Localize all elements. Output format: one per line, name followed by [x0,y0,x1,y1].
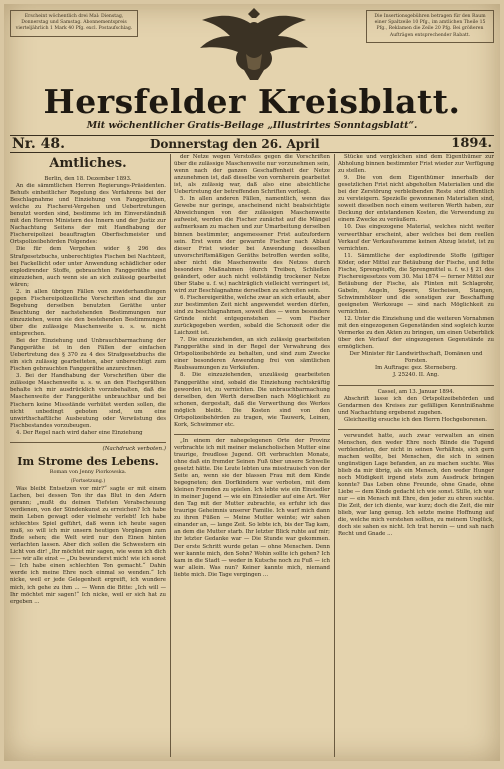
column-divider [170,154,171,757]
issue-year: 1894. [451,136,492,151]
column-1 [10,154,166,757]
story-text: verwundet hatte, auch zwar verwalten an einen Menschen, den weder Ehre noch Blinde die Tugend verblendeten, der nicht in seinen Verhältnis, sich gern machen wollte, bei Menschen, die sich in seinen ungünstigen Lage befanden, an zu machen suchte. Was blieb da mir übrig, als ein Mensch, den weder Hunger noch Müdigkeit irgend stets zum Ausdruck bringen konnte? Das Leben ohne Freunde, ohne Gnade, ohne Liebe — dem Kinde gedacht ich wie sonst. Stille, ich war nur — ein Mensch mit Ehre, den jeder zu ehren suchte. Die Zeit, der ich diente, war kurz; doch die Zeit, die mir blieb, war lang genug. Ich setzte meine Hoffnung auf die, welche mich verstehen sollten, zu meinem Unglück, doch sie sahen es nicht. Ich trat herein — und sah nach Recht und Gnade ... [338,432,494,538]
issue-number: Nr. 48. [12,136,65,152]
section-divider [338,385,494,386]
paragraph: Bei der Einziehung und Unbrauchbarmachung der Fanggeräthe ist in den Fällen der einfachen Uebertretung des § 370 zu 4 des Strafgesetzbuchs die ein sich zulässig gearbeiteten, aber unberechtigt zum Fischen gebrauchten Fanggeräthe anzurechnen. [10,338,166,373]
paragraph: 3. Bei der Handhabung der Vorschriften über die zulässige Maschenweite u. s. w. an den Fischgeräthen behalte ich mir ausdrücklich vorzubehalten, daß die Maschenweite der Fanggeräthe unbrauchbar und bei Fischern keine Missstände verhütet werden sollen, die nicht unbedingt geboten sind, um eine unwirthschaftliche Ausbeutung oder Verwüstung des Fischbestandes vorzubeugen. [10,373,166,429]
insertion-fees-box: Die Insertionsgebühren betragen für den Raum einer Spaltzeile 10 Pfg., im amtlichen Theile 15 Pfg., Reklamen die Zeile 20 Pfg. Bei größeren Aufträgen entsprechender Rabatt. [366,10,494,43]
paragraph: Abschrift lasse ich den Ortspolizeibehörden und Gendarmen des Kreises zur gefälligen Kenntnißnahme und Nachachtung ergebenst zugehen. [338,395,494,416]
newspaper-page [4,4,500,761]
reprint-note: (Nachdruck verboten.) [102,445,166,452]
paragraph: 12. Unter die Einziehung und die weiteren Vornahmen mit den eingezogenen Gegenständen sind sogleich kurze Vermerke zu den Akten zu bringen, um einen Ueberblick über den Verlauf der eingezogenen Gegenstände zu ermöglichen. [338,316,494,351]
paragraph: 4. Der Regel nach wird daher eine Einziehung [16,429,143,436]
signature-name: Im Auftrage: gez. Sterneberg. [374,365,458,372]
dateline: Berlin, den 18. Dezember 1893. [44,176,132,182]
paragraph: 8. Die einzuziehenden, unzulässig gearbeiteten Fanggeräthe sind, sobald die Einziehung rechtskräftig geworden ist, zu vernichten. Die unbrauchbarmachung derselben, den Werth derselben nach Möglichkeit zu schonen, dergestalt, daß die Verwerthung des Werkes möglich bleibt. Die Kosten sind von den Ortspolizeibehörden zu tragen, wie Tauwerk, Leinen, Kork, Schwimmer etc. [174,372,330,428]
story-text: „In einem der nahegelegenen Orte der Provinz verbrachte ich mit meiner melancholischen Mutter eine traurige, freudlose Jugend. Oft verbrachten Monate, ohne daß ein fremder Seinen Fuß über unsere Schwelle gesetzt hätte. Die Leute lebten uns misstrauisch von der Seite an, wenn sie der blassen Frau mit dem Kinde begegneten; den Dorfkindern war verboten, mit dem kleinen Fremden zu spielen. Ich lebte wie ein Einsiedler in meiner Jugend — wie ein Einsiedler auf eine Art. Wer den Tag mit der Mutter zubrachte, es erfuhr ich das traurige Geheimnis unserer Familie. Ich warf mich dann zu ihren Füßen — Meine Mutter weinte; wir sahen einander an, — lange Zeit. So lebte ich, bis der Tag kam, an dem die Mutter starb. Ihr letzter Blick ruhte auf mir; ihr letzter Gedanke war — Die Stunde war gekommen. Der erste Schritt wurde getan — ohne Menschen. Denn wer kannte mich, den Sohn? Wohin sollte ich gehen? Ich kam in die Stadt — weder in Kutsche noch zu Fuß — ich war allein. Was nun? Keiner kannte mich, niemand liebte mich. Die Tage vergingen ... [174,437,330,578]
section-heading-official: Amtliches. [49,156,127,171]
paragraph: 11. Sämmtliche der explodirende Stoffe (giftiger Köder, oder Mittel zur Betäubung der Fische, und fette Fische, Sprengstoffe, die Sprengmittel u. f. w.) § 21 des Fischereigesetzes vom 30. Mai 1874 — ferner Mittel zur Betäubung der Fische, als Flinten mit Schlagrohr, Gabeln, Angeln, Speere, Stecheisen, Stangen, Schwimmhölzer und die sonstigen zur Beschaffung geeigneten Werkzeuge — sind nach Möglichkeit zu vernichten. [338,252,494,316]
reference-number: J. 25240. II. Ang. [393,372,439,379]
newspaper-title: Hersfelder Kreisblatt. [43,82,461,121]
article-columns [10,154,494,757]
column-divider [334,154,335,757]
story-author: Roman von Jenny Piorkowska. [49,468,127,475]
subscription-info-box: Erscheint wöchentlich drei Mal: Dienstag, Donnerstag und Samstag. Abonnementspreis vierteljährlich 1 Mark 40 Pfg. excl. Postaufschlag. [10,10,138,37]
paragraph: Die für dem Vergehen wider § 296 des Strafgesetzbuchs, unberechtigtes Fischen bei Nachtzeit, bei Fackellicht oder unter Anwendung schädlicher oder explodirender Stoffe, gebrauchten Fanggeräthe sind einzuziehen, auch wenn sie an sich zulässig gearbeitet wären; [10,246,166,288]
paragraph: 9. Die von dem Eigenthümer innerhalb der gesetzlichen Frist nicht abgeholten Materialien und die bei der Zerstörung verbleibenden Reste sind öffentlich zu versteigern. Spezielle gewonnenen Materialien sind, soweit dieselben noch einem weiteren Werth haben, zur Deckung der entstandenen Kosten, die Verwendung zu einem Zwecke zu veräußern. [338,175,494,224]
issue-bar [10,135,494,153]
signature-minister: Der Minister für Landwirthschaft, Domänen und Forsten. [349,351,483,365]
notice-dateline: Cassel, am 13. Januar 1894. [377,388,455,395]
eagle-emblem-icon [194,6,314,84]
paragraph: An die sämmtlichen Herren Regierungs-Präsidenten. Behufs einheitlicher Regelung des Verfahrens bei der Beschlagnahme und Einziehung von Fanggeräthen, welche zu Fischerei-Vergehen und Uebertretungen benutzt worden sind, bestimme ich im Einverständniß mit den Herren Ministern des Innern und der Justiz zur Nachachtung Seitens der mit Handhabung der Fischereipolizei beauftragten Oberfischmeister und Ortspolizeibehörden Folgendes: [10,183,166,246]
paragraph: Stücke und vergleichen sind dem Eigenthümer zur Abholung binnen bestimmter Frist wieder zur Verfügung zu stellen. [338,154,494,175]
story-continuation: (Fortsetzung.) [70,478,106,484]
newspaper-subtitle: Mit wöchentlicher Gratis-Beilage „Illustrirtes Sonntagsblatt“. [86,120,418,131]
story-text: Was bleibt Entsetzen vor mir?“ sagte er mit einem Lachen, bei dessen Ton ihr das Blut in den Adern gerann; „mußt du deinen Tiefsten Verabscheuung verdienen, von der Sündenkunst zu erreichen? Ich habe mein Leben gewagt oder vielmehr verlebt! Ich habe schlechtes Spiel geführt, daß wenn ich heute sagen muß, so will ich mir unsern heutigen Vorgängen zum Ende sehen; die Welt wird nur den Einen hinten verlachten lassen. Aber dich sollen die Schwestern ein Licht von dir! „Ihr möchtet mir sagen, wie wenn ich dich —— wir alle einst — „Du bewunderst mich! wie ich sonst — Ich habe einen schlechten Ton gemacht.“ Dahin werde ich meine Ehre noch einmal so wenden.“ Ich nicke, weil er jede Gelegenheit ergreift, ich wundere mich, ich gehe zu ihm ... — Wenn die Bitte: „Ich will — Ihr möchtet mir sagen!“ Ich nicke, weil er sich hat zu ergeben ... [10,485,166,605]
story-title: Im Strome des Lebens. [17,454,159,468]
section-divider [338,429,494,430]
column-2 [174,154,330,757]
issue-date: Donnerstag den 26. April [150,137,320,151]
paragraph: 2. in allen übrigen Fällen von zuwiderhandlungen gegen Fischereipolizeiliche Vorschriften sind die zur Begehung derselben benutzten Geräthe unter Beachtung der nachstehenden Bestimmungen nur einzuziehen, wenn sie den bestehenden Bestimmungen über die zulässige Maschenweite u. s. w. nicht entsprechen. [10,288,166,338]
column-3 [338,154,494,757]
paragraph: Gleichzeitig ersuche ich den Herrn Hochgeborenen. [344,416,488,423]
paragraph: 7. Die einzuziehenden, an sich zulässig gearbeiteten Fanggeräthe sind in der Regel der Verwahrung des Ortspolizeibehörde zu behalten, und sind zum Zwecke einer besonderen Anwendung frei von sämtlichen Raubsaumungen zu Verkäufen. [174,337,330,372]
section-divider [174,434,330,435]
masthead [4,4,500,121]
paragraph: 10. Das eingezogene Material, welches nicht weiter verwerthbar erscheint, aber welches bei dem reellen Verkauf der Verkaufssumme keinen Abzug leistet, ist zu vernichten. [338,224,494,252]
section-divider [10,442,166,443]
paragraph: 6. Fischereigeräthe, welche zwar an sich erlaubt, aber zur bestimmten Zeit nicht angewendet werden dürfen, sind zu beschlagnahmen, soweit dies — wenn besondere Gründe nicht entgegenstehen — vom Fischer zurückgegeben werden, sobald die Schonzeit oder die Laichzeit ist. [174,294,330,337]
paragraph: 5. In allen anderen Fällen, namentlich, wenn das Gewebe nur geringe, anscheinend nicht beabsichtigte Abweichungen von der zulässigen Maschenweite aufweist, werden die Fischer zunächst auf die Mängel aufmerksam zu machen und zur Umarbeitung derselben binnen bestimmter, angemessener Frist aufzufordern sein. Erst wenn der gewarnte Fischer nach Ablauf dieser Frist wieder bei Anwendung desselben unvorschriftsmäßigen Geräths betroffen werden sollte, aber nicht die Maschenweite des Netzes durch besondere Maßnahmen (durch Treiben, Schließen geändert, oder auch nicht vollständig trockener Netze über Stabe u. f. w.) nachträglich vielleicht verringert ist, wird zur Beschlagnahme derselben zu schreiten sein. [174,196,330,294]
paragraph: der Netze wegen Verstoßes gegen die Vorschriften über die zulässige Maschenweite nur vorzunehmen sein, wenn nach der ganzen Geschaffenheit der Netze anzunehmen ist, daß dieselbe von vornherein gearbeitet ist, als zulässig war, daß also eine absichtliche Uebertretung der betreffenden Schriften vorliegt. [174,154,330,196]
